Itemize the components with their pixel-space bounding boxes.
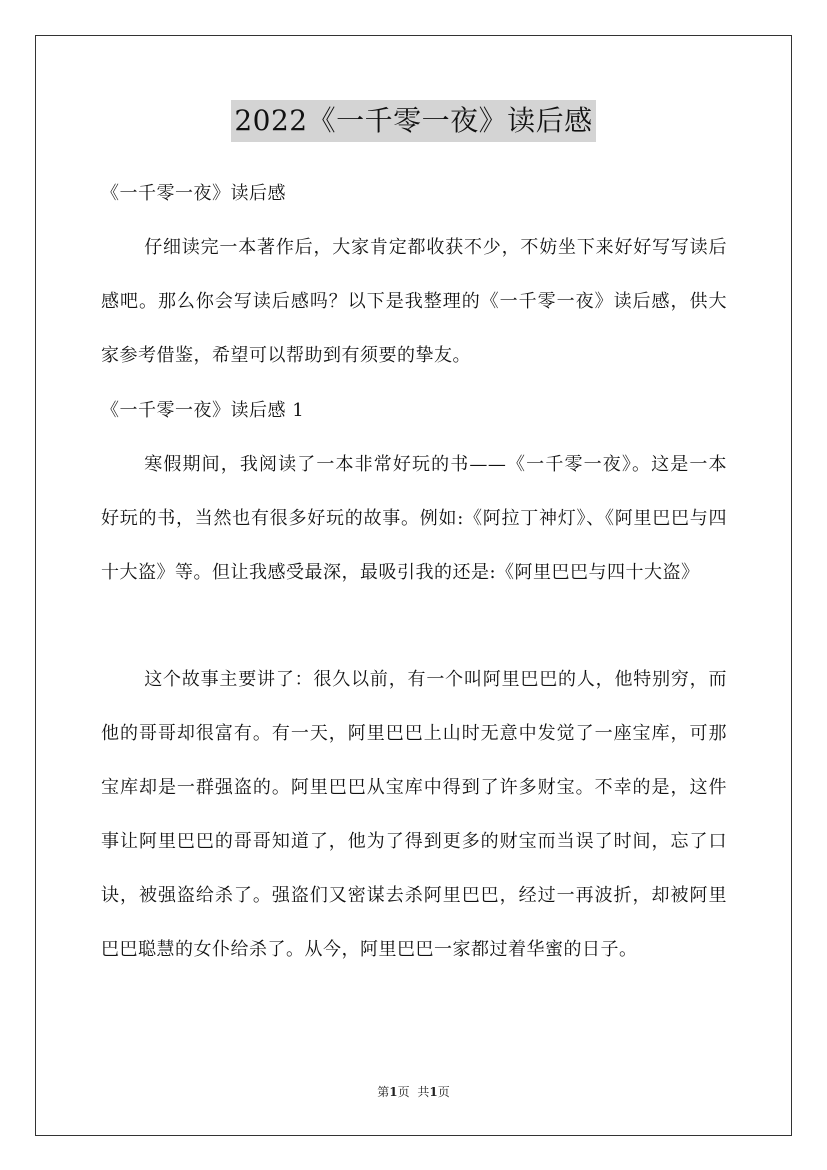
page-suffix: 页 [397, 1085, 410, 1099]
total-suffix: 页 [437, 1085, 450, 1099]
body-paragraph-1: 寒假期间，我阅读了一本非常好玩的书——《一千零一夜》。这是一本好玩的书，当然也有很多好玩的故事。例如:《阿拉丁神灯》、《阿里巴巴与四十大盗》等。但让我感受最深，最吸引我的还是:《阿里巴巴与四十大盗》 [101, 454, 727, 583]
section-heading: 《一千零一夜》读后感 1 [101, 400, 305, 421]
intro-paragraph: 仔细读完一本著作后，大家肯定都收获不少，不妨坐下来好好写写读后感吧。那么你会写读后感吗？以下是我整理的《一千零一夜》读后感，供大家参考借鉴，希望可以帮助到有须要的挚友。 [101, 237, 727, 366]
document-title: 2022《一千零一夜》读后感 [231, 100, 595, 142]
body-paragraph-2: 这个故事主要讲了：很久以前，有一个叫阿里巴巴的人，他特别穷，而他的哥哥却很富有。有一天，阿里巴巴上山时无意中发觉了一座宝库，可那宝库却是一群强盗的。阿里巴巴从宝库中得到了许多财宝。不幸的是，这件事让阿里巴巴的哥哥知道了，他为了得到更多的财宝而当误了时间，忘了口诀，被强盗给杀了。强盗们又密谋去杀阿里巴巴，经过一再波折，却被阿里巴巴聪慧的女仆给杀了。从今，阿里巴巴一家都过着华蜜的日子。 [101, 669, 727, 960]
page-footer [0, 1082, 827, 1102]
subtitle: 《一千零一夜》读后感 [101, 183, 286, 204]
total-prefix: 共 [417, 1085, 430, 1099]
page-prefix: 第 [377, 1085, 390, 1099]
title-container [0, 100, 827, 142]
total-pages: 1 [429, 1085, 438, 1099]
page-number: 1 [389, 1085, 398, 1099]
